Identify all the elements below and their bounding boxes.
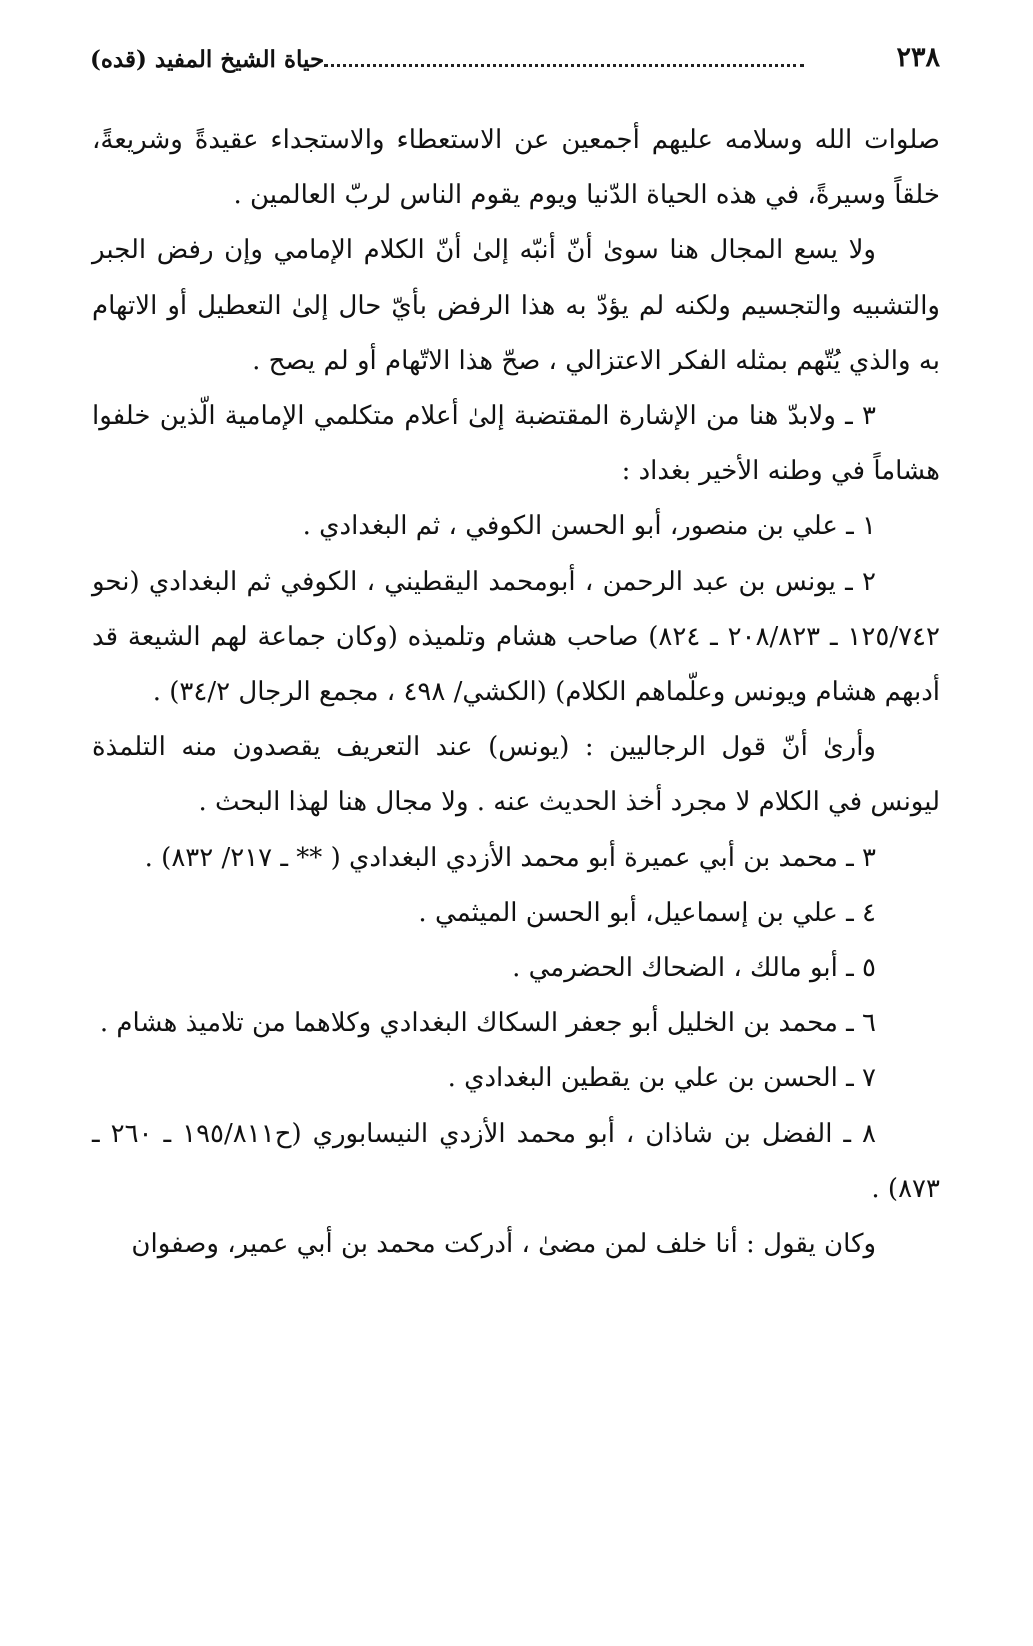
paragraph-section-3: ٣ ـ ولابدّ هنا من الإشارة المقتضبة إلىٰ أعلام متكلمي الإمامية الّذين خلفوا هشاماً في وطنه الأخير بغداد : [92, 401, 940, 487]
page-header [90, 40, 940, 80]
page-number: ٢٣٨ [896, 42, 940, 73]
paragraph-quote: وكان يقول : أنا خلف لمن مضىٰ ، أدركت محمد بن أبي عمير، وصفوان [131, 1229, 876, 1260]
list-item-8: ٨ ـ الفضل بن شاذان ، أبو محمد الأزدي النيسابوري (ح١٩٥/٨١١ ـ ٢٦٠ ـ ٨٧٣) . [92, 1118, 940, 1204]
body-text [92, 113, 940, 1272]
paragraph-note: وأرىٰ أنّ قول الرجاليين : (يونس) عند التعريف يقصدون منه التلمذة ليونس في الكلام لا مجرد أخذ الحديث عنه . ولا مجال هنا لهذا البحث . [92, 732, 940, 818]
list-item-7: ٧ ـ الحسن بن علي بن يقطين البغدادي . [447, 1063, 876, 1094]
paragraph-kalam: ولا يسع المجال هنا سوىٰ أنّ أنبّه إلىٰ أنّ الكلام الإمامي وإن رفض الجبر والتشبيه والتجسيم ولكنه لم يؤدّ به هذا الرفض بأيّ حال إلىٰ التعطيل أو الاتهام به والذي يُتّهم بمثله الفكر الاعتزالي ، صحّ هذا الاتّهام أو لم يصح . [92, 235, 940, 376]
list-item-1: ١ ـ علي بن منصور، أبو الحسن الكوفي ، ثم البغدادي . [302, 511, 876, 542]
leader-dots [324, 50, 804, 67]
paragraph-continuation: صلوات الله وسلامه عليهم أجمعين عن الاستعطاء والاستجداء عقيدةً وشريعةً، خلقاً وسيرةً، في هذه الحياة الدّنيا ويوم يقوم الناس لربّ العالمين . [92, 125, 940, 211]
running-head [90, 46, 810, 73]
list-item-3: ٣ ـ محمد بن أبي عميرة أبو محمد الأزدي البغدادي ( ** ـ ٢١٧/ ٨٣٢) . [144, 842, 876, 873]
list-item-6: ٦ ـ محمد بن الخليل أبو جعفر السكاك البغدادي وكلاهما من تلاميذ هشام . [99, 1008, 876, 1039]
list-item-5: ٥ ـ أبو مالك ، الضحاك الحضرمي . [512, 953, 876, 984]
list-item-2: ٢ ـ يونس بن عبد الرحمن ، أبومحمد اليقطيني ، الكوفي ثم البغدادي (نحو ١٢٥/٧٤٢ ـ ٢٠٨/٨٢٣ ـ ٨٢٤) صاحب هشام وتلميذه (وكان جماعة لهم الشيعة قد أدبهم هشام ويونس وعلّماهم الكلام) (الكشي/ ٤٩٨ ، مجمع الرجال ٣٤/٢) . [92, 566, 940, 708]
running-title: حياة الشيخ المفيد (قده) [90, 46, 325, 73]
list-item-4: ٤ ـ علي بن إسماعيل، أبو الحسن الميثمي . [418, 897, 876, 928]
